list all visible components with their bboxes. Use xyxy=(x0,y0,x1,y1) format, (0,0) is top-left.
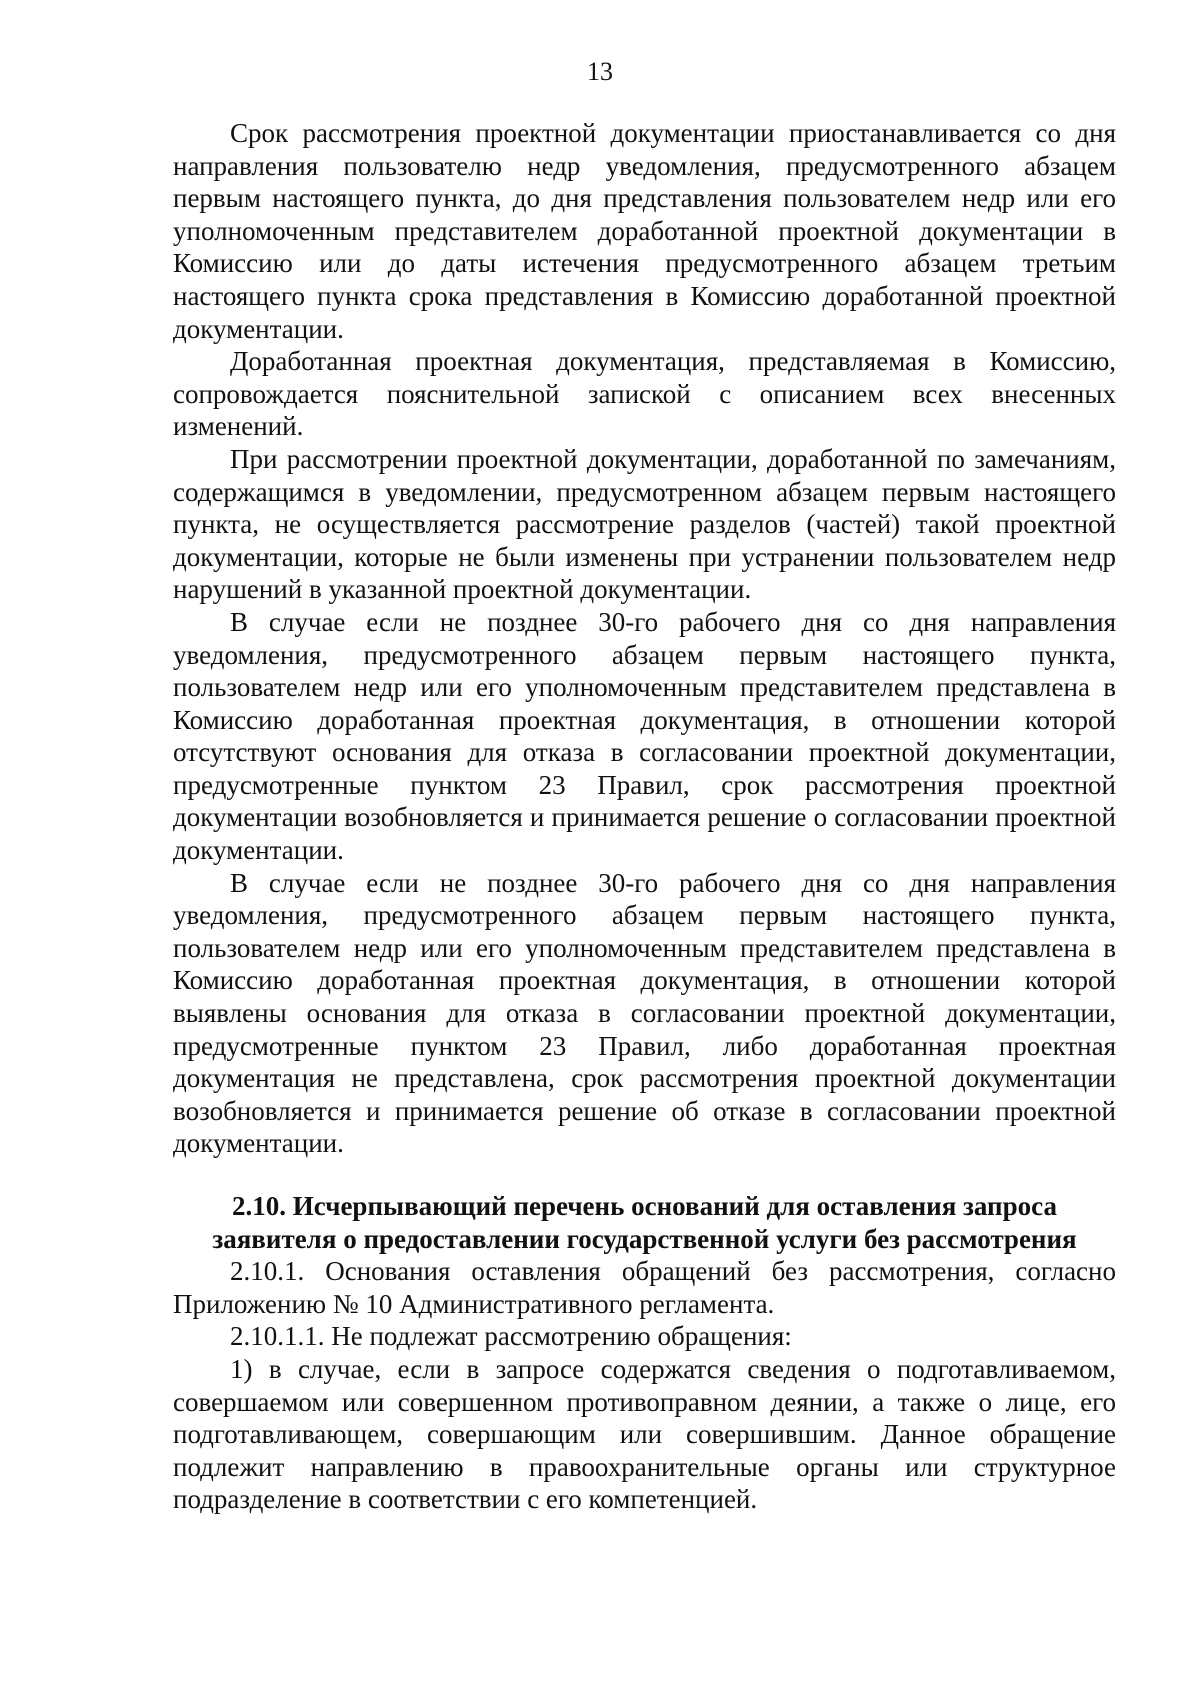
paragraph-review-sections: При рассмотрении проектной документации, доработанной по замечаниям, содержащимся в уведомлении, предусмотренном абзацем первым настоящего пункта, не осуществляется рассмотрение разделов (частей) такой проектной документации, которые не были изменены при устранении пользователем недр нарушений в указанной проектной документации. xyxy=(173,443,1116,605)
section-heading-line-2: заявителя о предоставлении государственной услуги без рассмотрения xyxy=(212,1223,1077,1254)
document-body xyxy=(173,117,1116,1516)
section-heading-line-1: 2.10. Исчерпывающий перечень оснований для оставления запроса xyxy=(232,1191,1057,1221)
paragraph-explanatory-note: Доработанная проектная документация, представляемая в Комиссию, сопровождается пояснительной запиской с описанием всех внесенных изменений. xyxy=(173,346,1116,442)
page-number: 13 xyxy=(587,57,613,86)
section-heading-2-10 xyxy=(173,1190,1116,1255)
paragraph-approval-case: В случае если не позднее 30-го рабочего дня со дня направления уведомления, предусмотренного абзацем первым настоящего пункта, пользователем недр или его уполномоченным представителем представлена в Комиссию доработанная проектная документация, в отношении которой отсутствуют основания для отказа в согласовании проектной документации, предусмотренные пунктом 23 Правил, срок рассмотрения проектной документации возобновляется и принимается решение о согласовании проектной документации. xyxy=(173,606,1116,866)
paragraph-suspension-term: Срок рассмотрения проектной документации приостанавливается со дня направления пользователю недр уведомления, предусмотренного абзацем первым настоящего пункта, до дня представления пользователем недр или его уполномоченным представителем доработанной проектной документации в Комиссию или до даты истечения предусмотренного абзацем третьим настоящего пункта срока представления в Комиссию доработанной проектной документации. xyxy=(173,118,1116,344)
paragraph-2-10-1: 2.10.1. Основания оставления обращений без рассмотрения, согласно Приложению № 10 Административного регламента. xyxy=(173,1256,1116,1319)
paragraph-item-1: 1) в случае, если в запросе содержатся сведения о подготавливаемом, совершаемом или совершенном противоправном деянии, а также о лице, его подготавливающем, совершающим или совершившим. Данное обращение подлежит направлению в правоохранительные органы или структурное подразделение в соответствии с его компетенцией. xyxy=(173,1353,1116,1515)
paragraph-2-10-1-1: 2.10.1.1. Не подлежат рассмотрению обращения: xyxy=(230,1321,792,1352)
paragraph-refusal-case: В случае если не позднее 30-го рабочего дня со дня направления уведомления, предусмотренного абзацем первым настоящего пункта, пользователем недр или его уполномоченным представителем представлена в Комиссию доработанная проектная документация, в отношении которой выявлены основания для отказа в согласовании проектной документации, предусмотренные пунктом 23 Правил, либо доработанная проектная документация не представлена, срок рассмотрения проектной документации возобновляется и принимается решение об отказе в согласовании проектной документации. xyxy=(173,867,1116,1159)
